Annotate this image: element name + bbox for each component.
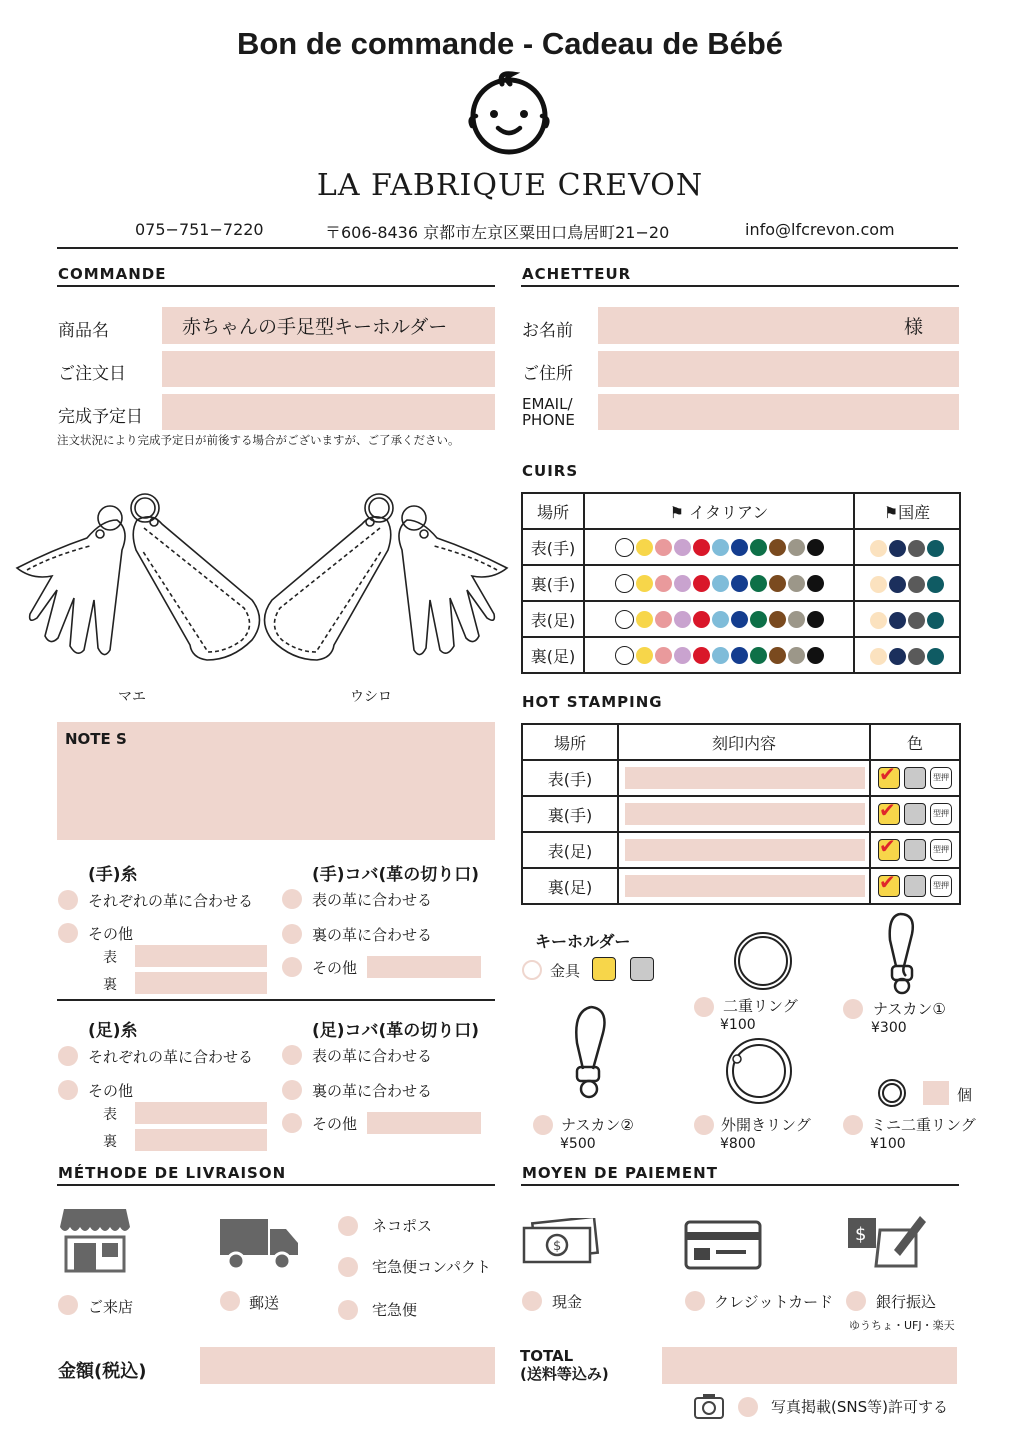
- gold-foil-checkbox[interactable]: [878, 762, 900, 789]
- open-ring-radio[interactable]: [694, 1115, 714, 1135]
- order-date-field[interactable]: [162, 351, 495, 387]
- hand-thread-front-field[interactable]: [135, 945, 267, 967]
- italian-color-swatch[interactable]: [674, 647, 691, 664]
- italian-color-swatch[interactable]: [750, 575, 767, 592]
- italian-color-swatch[interactable]: [636, 647, 653, 664]
- italy-flag-icon: ⚑: [669, 502, 684, 522]
- photo-permission-label: 写真掲載(SNS等)許可する: [771, 1398, 948, 1416]
- italian-color-swatch[interactable]: [674, 611, 691, 628]
- bank-transfer-icon: [846, 1210, 926, 1270]
- italian-color-swatch[interactable]: [750, 647, 767, 664]
- silver-foil-checkbox[interactable]: [904, 839, 926, 861]
- stamp-row: [522, 796, 960, 832]
- silver-foil-checkbox[interactable]: [904, 875, 926, 897]
- foot-thread-title: (足)糸: [88, 1021, 138, 1041]
- foot-coba-back-label: 裏の革に合わせる: [312, 1082, 433, 1100]
- domestic-color-swatch[interactable]: [927, 648, 944, 665]
- hand-thread-match-radio[interactable]: [58, 890, 78, 910]
- notes-field[interactable]: [57, 722, 495, 840]
- italian-color-swatch[interactable]: [788, 539, 805, 556]
- foot-coba-back-radio[interactable]: [282, 1080, 302, 1100]
- stamp-color-cell: [870, 832, 960, 868]
- foot-coba-title: (足)コバ(革の切り口): [312, 1021, 480, 1041]
- domestic-color-swatch[interactable]: [870, 540, 887, 557]
- italian-color-swatch[interactable]: [769, 647, 786, 664]
- gold-foil-checkbox[interactable]: [878, 798, 900, 825]
- italian-color-swatch[interactable]: [615, 538, 634, 557]
- domestic-color-swatch[interactable]: [908, 612, 925, 629]
- italian-color-swatch[interactable]: [636, 611, 653, 628]
- italian-label: イタリアン: [689, 502, 769, 522]
- shop-address: 〒606-8436 京都市左京区粟田口鳥居町21−20: [325, 223, 670, 242]
- japan-flag-icon: ⚑: [883, 502, 899, 522]
- silver-foil-checkbox[interactable]: [904, 767, 926, 789]
- italian-color-swatch[interactable]: [712, 647, 729, 664]
- stamp-row-place: 裏(足): [522, 868, 618, 904]
- paiement-divider: [521, 1184, 959, 1186]
- foot-coba-other-field[interactable]: [367, 1112, 481, 1134]
- total-field[interactable]: [662, 1347, 957, 1384]
- domestic-color-swatch[interactable]: [889, 540, 906, 557]
- domestic-color-swatch[interactable]: [908, 576, 925, 593]
- stamp-col-color: 色: [870, 724, 960, 760]
- header-divider: [57, 247, 958, 249]
- italian-color-swatch[interactable]: [655, 647, 672, 664]
- stamp-color-cell: [870, 796, 960, 832]
- hand-coba-other-label: その他: [312, 959, 358, 977]
- livraison-divider: [57, 1184, 495, 1186]
- product-label: 商品名: [58, 321, 109, 341]
- mini-ring-price: ¥100: [870, 1136, 906, 1152]
- italian-color-swatch[interactable]: [674, 575, 691, 592]
- amount-label: 金額(税込): [58, 1361, 147, 1382]
- credit-card-icon: [684, 1220, 762, 1270]
- stamp-content-cell: [618, 868, 870, 904]
- card-label: クレジットカード: [714, 1293, 834, 1311]
- stamp-row: [522, 868, 960, 904]
- italian-swatches: [584, 637, 854, 673]
- hand-thread-other-label: その他: [88, 925, 134, 943]
- compact-radio[interactable]: [338, 1257, 358, 1277]
- italian-color-swatch[interactable]: [788, 647, 805, 664]
- foot-thread-other-radio[interactable]: [58, 1080, 78, 1100]
- hand-thread-other-radio[interactable]: [58, 923, 78, 943]
- italian-color-swatch[interactable]: [750, 611, 767, 628]
- keyholder-illustration: [12, 490, 512, 680]
- foot-coba-other-label: その他: [312, 1115, 358, 1133]
- cuirs-col-italian: [584, 493, 854, 529]
- italian-color-swatch[interactable]: [655, 575, 672, 592]
- stamp-content-cell: [618, 832, 870, 868]
- thread-divider: [57, 999, 495, 1001]
- domestic-color-swatch[interactable]: [870, 576, 887, 593]
- domestic-color-swatch[interactable]: [927, 612, 944, 629]
- compact-label: 宅急便コンパクト: [372, 1258, 491, 1276]
- camera-icon: [693, 1390, 725, 1420]
- brand-name: LA FABRIQUE CREVON: [316, 168, 704, 203]
- italian-color-swatch[interactable]: [655, 539, 672, 556]
- snap-hook-2-price: ¥500: [560, 1136, 596, 1152]
- foot-coba-front-label: 表の革に合わせる: [312, 1047, 433, 1065]
- emboss-checkbox[interactable]: 型押: [930, 875, 952, 897]
- italian-color-swatch[interactable]: [731, 611, 748, 628]
- commande-divider: [57, 285, 495, 287]
- double-ring-name: 二重リング: [723, 997, 798, 1015]
- stamp-col-place: 場所: [522, 724, 618, 760]
- front-view-label: マエ: [118, 689, 146, 705]
- name-field[interactable]: [598, 307, 959, 344]
- phone-number: 075−751−7220: [135, 220, 264, 239]
- stamp-content-cell: [618, 796, 870, 832]
- acheteur-heading: ACHETTEUR: [522, 265, 632, 283]
- stamp-content-field[interactable]: [625, 767, 865, 789]
- leather-color-table: [521, 492, 961, 674]
- truck-icon: [220, 1215, 300, 1273]
- store-icon: [60, 1205, 130, 1273]
- double-ring-icon: [731, 929, 795, 993]
- italian-color-swatch[interactable]: [712, 611, 729, 628]
- hand-thread-back-label: 裏: [103, 977, 117, 993]
- post-radio[interactable]: [220, 1291, 240, 1311]
- foot-thread-back-field[interactable]: [135, 1129, 267, 1151]
- open-ring-name: 外開きリング: [721, 1116, 811, 1134]
- checkmark-icon: ✔: [879, 762, 896, 786]
- leather-row-place: 裏(手): [522, 565, 584, 601]
- italian-color-swatch[interactable]: [615, 610, 634, 629]
- open-ring-price: ¥800: [720, 1136, 756, 1152]
- completion-date-field[interactable]: [162, 394, 495, 430]
- metal-radio[interactable]: [522, 960, 542, 980]
- italian-color-swatch[interactable]: [750, 539, 767, 556]
- domestic-color-swatch[interactable]: [889, 612, 906, 629]
- checkmark-icon: ✔: [879, 870, 896, 894]
- domestic-swatches: [854, 601, 960, 637]
- stamp-content-cell: [618, 760, 870, 796]
- back-view-label: ウシロ: [350, 689, 392, 705]
- italian-color-swatch[interactable]: [615, 574, 634, 593]
- total-label-line1: TOTAL: [520, 1347, 574, 1365]
- domestic-swatches: [854, 637, 960, 673]
- hand-coba-back-radio[interactable]: [282, 924, 302, 944]
- leather-row: [522, 601, 960, 637]
- bank-note: ゆうちょ・UFJ・楽天: [849, 1319, 955, 1332]
- leather-row: [522, 529, 960, 565]
- contact-email: info@lfcrevon.com: [745, 220, 895, 239]
- snap-hook-1-radio[interactable]: [843, 999, 863, 1019]
- hand-coba-front-label: 表の革に合わせる: [312, 891, 433, 909]
- domestic-color-swatch[interactable]: [889, 576, 906, 593]
- italian-color-swatch[interactable]: [769, 539, 786, 556]
- mini-ring-qty-field[interactable]: [923, 1081, 949, 1105]
- italian-color-swatch[interactable]: [712, 575, 729, 592]
- foot-coba-other-radio[interactable]: [282, 1113, 302, 1133]
- domestic-color-swatch[interactable]: [908, 540, 925, 557]
- nekopos-label: ネコポス: [372, 1217, 433, 1235]
- emboss-checkbox[interactable]: 型押: [930, 839, 952, 861]
- italian-color-swatch[interactable]: [769, 611, 786, 628]
- email-phone-label: [522, 396, 575, 428]
- hand-thread-back-field[interactable]: [135, 972, 267, 994]
- hand-thread-title: (手)糸: [88, 865, 138, 885]
- svg-text:$: $: [855, 1224, 867, 1245]
- hot-stamping-table: [521, 723, 961, 905]
- takkyubin-label: 宅急便: [372, 1301, 418, 1319]
- domestic-color-swatch[interactable]: [908, 648, 925, 665]
- checkmark-icon: ✔: [879, 798, 896, 822]
- livraison-heading: MÉTHODE DE LIVRAISON: [58, 1164, 287, 1182]
- gold-foil-checkbox[interactable]: [878, 870, 900, 897]
- italian-color-swatch[interactable]: [674, 539, 691, 556]
- qty-unit: 個: [957, 1086, 973, 1104]
- italian-color-swatch[interactable]: [807, 539, 824, 556]
- total-label: [520, 1347, 609, 1383]
- snap-hook-2-icon: [565, 1003, 615, 1103]
- emboss-checkbox[interactable]: 型押: [930, 803, 952, 825]
- stamp-content-field[interactable]: [625, 803, 865, 825]
- silver-foil-checkbox[interactable]: [904, 803, 926, 825]
- italian-color-swatch[interactable]: [655, 611, 672, 628]
- order-date-label: ご注文日: [58, 364, 126, 384]
- italian-color-swatch[interactable]: [693, 575, 710, 592]
- svg-text:$: $: [553, 1239, 562, 1254]
- italian-color-swatch[interactable]: [807, 611, 824, 628]
- notes-label: NOTE S: [65, 730, 127, 748]
- snap-hook-1-name: ナスカン①: [873, 1000, 946, 1018]
- card-radio[interactable]: [685, 1291, 705, 1311]
- store-pickup-radio[interactable]: [58, 1295, 78, 1315]
- cuirs-col-place: 場所: [522, 493, 584, 529]
- stamp-color-cell: [870, 868, 960, 904]
- leather-row: [522, 565, 960, 601]
- metal-label: 金具: [550, 962, 581, 980]
- double-ring-radio[interactable]: [694, 997, 714, 1017]
- stamp-content-field[interactable]: [625, 839, 865, 861]
- stamp-color-cell: [870, 760, 960, 796]
- email-label-line2: PHONE: [522, 411, 575, 429]
- stamp-row-place: 表(手): [522, 760, 618, 796]
- domestic-color-swatch[interactable]: [870, 648, 887, 665]
- takkyubin-radio[interactable]: [338, 1300, 358, 1320]
- gold-foil-checkbox[interactable]: [878, 834, 900, 861]
- email-label-line1: EMAIL/: [522, 395, 573, 413]
- product-value: 赤ちゃんの手足型キーホルダー: [182, 316, 448, 338]
- post-label: 郵送: [249, 1294, 280, 1312]
- address-label: ご住所: [522, 364, 573, 384]
- nekopos-radio[interactable]: [338, 1216, 358, 1236]
- baby-face-icon: [462, 70, 556, 156]
- amount-field[interactable]: [200, 1347, 495, 1384]
- domestic-color-swatch[interactable]: [870, 612, 887, 629]
- stamp-row: [522, 760, 960, 796]
- hand-coba-other-field[interactable]: [367, 956, 481, 978]
- cuirs-col-domestic: [854, 493, 960, 529]
- domestic-color-swatch[interactable]: [927, 540, 944, 557]
- italian-color-swatch[interactable]: [769, 575, 786, 592]
- stamp-content-field[interactable]: [625, 875, 865, 897]
- mini-ring-icon: [876, 1077, 908, 1109]
- store-pickup-label: ご来店: [88, 1298, 134, 1316]
- hand-thread-front-label: 表: [103, 950, 117, 966]
- hand-coba-title: (手)コバ(革の切り口): [312, 865, 480, 885]
- silver-metal-swatch[interactable]: [630, 957, 654, 981]
- hand-coba-other-radio[interactable]: [282, 957, 302, 977]
- leather-row-place: 表(手): [522, 529, 584, 565]
- gold-metal-swatch[interactable]: [592, 957, 616, 981]
- domestic-color-swatch[interactable]: [889, 648, 906, 665]
- cash-label: 現金: [552, 1293, 583, 1311]
- italian-swatches: [584, 601, 854, 637]
- leather-row-place: 表(足): [522, 601, 584, 637]
- completion-date-label: 完成予定日: [58, 407, 143, 427]
- italian-color-swatch[interactable]: [636, 575, 653, 592]
- italian-color-swatch[interactable]: [615, 646, 634, 665]
- foot-thread-match-radio[interactable]: [58, 1046, 78, 1066]
- italian-color-swatch[interactable]: [788, 575, 805, 592]
- acheteur-divider: [521, 285, 959, 287]
- italian-color-swatch[interactable]: [807, 575, 824, 592]
- open-ring-icon: [723, 1035, 795, 1107]
- checkmark-icon: ✔: [879, 834, 896, 858]
- hand-coba-front-radio[interactable]: [282, 889, 302, 909]
- foot-thread-other-label: その他: [88, 1082, 134, 1100]
- hot-stamping-heading: HOT STAMPING: [522, 693, 663, 711]
- stamp-row: [522, 832, 960, 868]
- name-label: お名前: [522, 321, 573, 341]
- bank-label: 銀行振込: [876, 1293, 937, 1311]
- name-suffix: 様: [903, 316, 923, 338]
- italian-color-swatch[interactable]: [731, 575, 748, 592]
- snap-hook-2-radio[interactable]: [533, 1115, 553, 1135]
- cuirs-heading: CUIRS: [522, 462, 579, 480]
- cash-icon: [520, 1218, 600, 1266]
- commande-heading: COMMANDE: [58, 265, 167, 283]
- email-phone-field[interactable]: [598, 394, 959, 430]
- total-label-line2: (送料等込み): [520, 1365, 609, 1383]
- emboss-checkbox[interactable]: 型押: [930, 767, 952, 789]
- italian-swatches: [584, 529, 854, 565]
- double-ring-price: ¥100: [720, 1017, 756, 1033]
- keyholder-title: キーホルダー: [535, 932, 631, 951]
- product-field[interactable]: [162, 307, 495, 344]
- foot-thread-back-label: 裏: [103, 1134, 117, 1150]
- domestic-swatches: [854, 529, 960, 565]
- italian-color-swatch[interactable]: [788, 611, 805, 628]
- leather-row-place: 裏(足): [522, 637, 584, 673]
- address-field[interactable]: [598, 351, 959, 387]
- stamp-row-place: 裏(手): [522, 796, 618, 832]
- italian-color-swatch[interactable]: [731, 539, 748, 556]
- snap-hook-2-name: ナスカン②: [561, 1116, 634, 1134]
- cash-radio[interactable]: [522, 1291, 542, 1311]
- italian-swatches: [584, 565, 854, 601]
- snap-hook-1-icon: [880, 910, 926, 996]
- italian-color-swatch[interactable]: [693, 539, 710, 556]
- italian-color-swatch[interactable]: [807, 647, 824, 664]
- italian-color-swatch[interactable]: [693, 647, 710, 664]
- italian-color-swatch[interactable]: [731, 647, 748, 664]
- italian-color-swatch[interactable]: [636, 539, 653, 556]
- domestic-swatches: [854, 565, 960, 601]
- foot-thread-match-label: それぞれの革に合わせる: [88, 1048, 254, 1066]
- hand-coba-back-label: 裏の革に合わせる: [312, 926, 433, 944]
- hand-thread-match-label: それぞれの革に合わせる: [88, 892, 254, 910]
- snap-hook-1-price: ¥300: [871, 1020, 907, 1036]
- bank-radio[interactable]: [846, 1291, 866, 1311]
- mini-ring-radio[interactable]: [843, 1115, 863, 1135]
- italian-color-swatch[interactable]: [693, 611, 710, 628]
- italian-color-swatch[interactable]: [712, 539, 729, 556]
- stamp-row-place: 表(足): [522, 832, 618, 868]
- foot-thread-front-field[interactable]: [135, 1102, 267, 1124]
- stamp-col-content: 刻印内容: [618, 724, 870, 760]
- paiement-heading: MOYEN DE PAIEMENT: [522, 1164, 718, 1182]
- page-title: Bon de commande - Cadeau de Bébé: [236, 26, 784, 61]
- foot-coba-front-radio[interactable]: [282, 1045, 302, 1065]
- mini-ring-name: ミニ二重リング: [871, 1116, 976, 1134]
- domestic-color-swatch[interactable]: [927, 576, 944, 593]
- completion-note: 注文状況により完成予定日が前後する場合がございますが、ご了承ください。: [57, 433, 460, 447]
- foot-thread-front-label: 表: [103, 1107, 117, 1123]
- photo-permission-radio[interactable]: [738, 1397, 758, 1417]
- domestic-label: 国産: [898, 502, 931, 522]
- leather-row: [522, 637, 960, 673]
